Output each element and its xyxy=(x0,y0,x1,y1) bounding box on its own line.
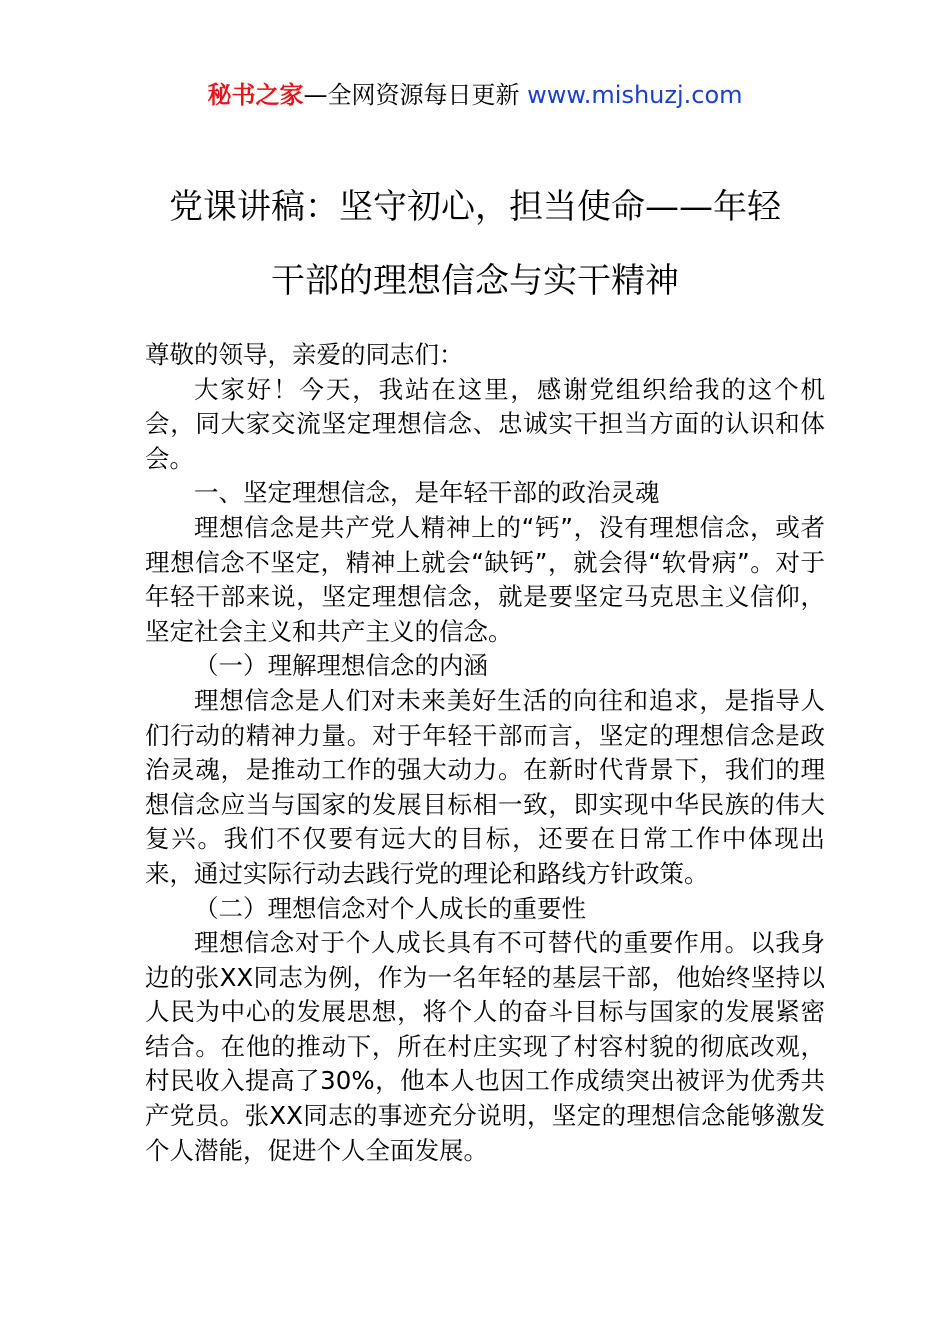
subsection-1-heading: （一）理解理想信念的内涵 xyxy=(194,651,488,681)
section-1-paragraph: 理想信念是共产党人精神上的“钙”，没有理想信念，或者理想信念不坚定，精神上就会“缺钙”，就会得“软骨病”。对于年轻干部来说，坚定理想信念，就是要坚定马克思主义信仰，坚定社会主义和共产主义的信念。 xyxy=(145,512,825,646)
salutation: 尊敬的领导，亲爱的同志们： xyxy=(145,340,464,369)
site-url-link[interactable]: www.mishuzj.com xyxy=(527,81,743,109)
subsection-2-paragraph: 理想信念对于个人成长具有不可替代的重要作用。以我身边的张XX同志为例，作为一名年轻的基层干部，他始终坚持以人民为中心的发展思想，将个人的奋斗目标与国家的发展紧密结合。在他的推动下，所在村庄实现了村容村貌的彻底改观，村民收入提高了30%，他本人也因工作成绩突出被评为优秀共产党员。张XX同志的事迹充分说明，坚定的理想信念能够激发个人潜能，促进个人全面发展。 xyxy=(145,928,825,1165)
intro-paragraph: 大家好！今天，我站在这里，感谢党组织给我的这个机会，同大家交流坚定理想信念、忠诚实干担当方面的认识和体会。 xyxy=(145,374,825,473)
subsection-2-heading: （二）理想信念对个人成长的重要性 xyxy=(194,893,586,923)
header-slogan: —全网资源每日更新 xyxy=(303,81,528,109)
subsection-1-paragraph: 理想信念是人们对未来美好生活的向往和追求，是指导人们行动的精神力量。对于年轻干部而言，坚定的理想信念是政治灵魂，是推动工作的强大动力。在新时代背景下，我们的理想信念应当与国家的发展目标相一致，即实现中华民族的伟大复兴。我们不仅要有远大的目标，还要在日常工作中体现出来，通过实际行动去践行党的理论和路线方针政策。 xyxy=(145,685,825,888)
title-line-1: 党课讲稿：坚守初心，担当使命——年轻 xyxy=(169,187,781,227)
section-1-heading: 一、坚定理想信念，是年轻干部的政治灵魂 xyxy=(194,478,660,508)
document-body xyxy=(145,338,825,1168)
document-title xyxy=(120,170,830,318)
title-line-2: 干部的理想信念与实干精神 xyxy=(271,261,679,301)
brand-name: 秘书之家 xyxy=(207,81,304,109)
site-header xyxy=(0,78,950,112)
